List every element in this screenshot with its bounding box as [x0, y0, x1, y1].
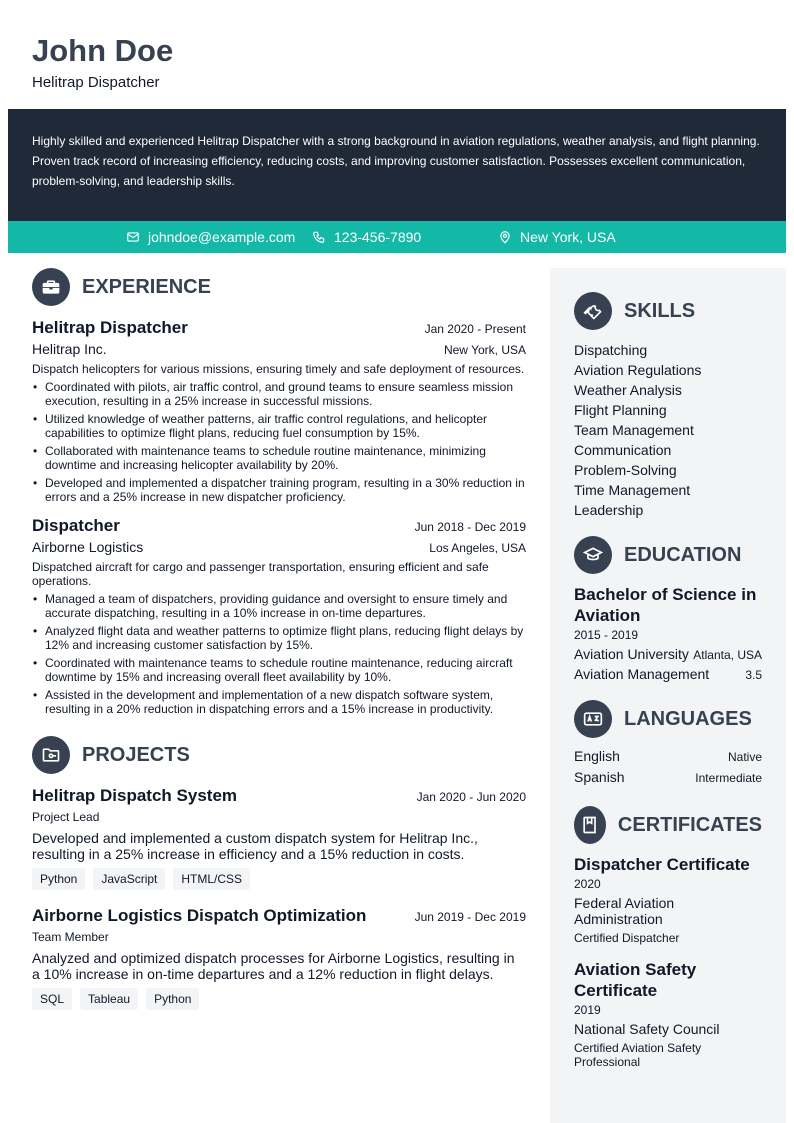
language-level: Native — [727, 750, 762, 764]
location-text: New York, USA — [520, 229, 616, 245]
job-title: Helitrap Dispatcher — [32, 318, 188, 337]
language-item — [574, 746, 762, 767]
projects-section — [32, 736, 526, 1010]
job-bullet: • Utilized knowledge of weather patterns, air traffic control regulations, and helicopter capabilities to optimize flight plans, reducing fuel consumption by 15%. — [32, 412, 526, 440]
languages-header — [574, 700, 762, 738]
certificate-entry — [574, 959, 762, 1069]
candidate-name: John Doe — [32, 33, 174, 68]
project-description: Developed and implemented a custom dispatch system for Helitrap Inc., resulting in a 25% increase in efficiency and a 15% reduction in costs. — [32, 830, 478, 862]
education-field: Aviation Management — [574, 666, 710, 682]
phone-text: 123-456-7890 — [334, 229, 422, 245]
project-title: Airborne Logistics Dispatch Optimization — [32, 906, 367, 925]
education-degree: Bachelor of Science in Aviation — [574, 585, 757, 625]
certificate-type: Certified Dispatcher — [574, 931, 680, 945]
email-text: johndoe@example.com — [148, 229, 296, 245]
projects-title: PROJECTS — [82, 743, 190, 766]
job-description: Dispatched aircraft for cargo and passenger transportation, ensuring efficient and safe operations. — [32, 560, 489, 588]
job-bullet: • Coordinated with maintenance teams to schedule routine maintenance, reducing aircraft downtime by 15% and increasing overall fleet availability by 10%. — [32, 656, 526, 684]
education-school: Aviation University — [574, 646, 689, 662]
job-bullet: • Managed a team of dispatchers, providing guidance and oversight to ensure timely and accurate dispatching, resulting in a 10% increase in on-time departures. — [32, 592, 526, 620]
job-bullets — [32, 592, 526, 716]
job-description: Dispatch helicopters for various missions, ensuring timely and safe deployment of resources. — [32, 362, 525, 376]
experience-header — [32, 268, 526, 306]
job-date: Jan 2020 - Present — [424, 322, 526, 336]
education-title: EDUCATION — [624, 543, 742, 566]
job-title: Dispatcher — [32, 516, 120, 535]
translate-icon — [574, 700, 612, 738]
education-header — [574, 536, 762, 574]
map-pin-icon — [498, 230, 512, 244]
language-level: Intermediate — [695, 771, 762, 785]
certificate-name: Dispatcher Certificate — [574, 855, 750, 874]
skill-item: Leadership — [574, 502, 644, 518]
skills-section — [574, 292, 762, 520]
project-title: Helitrap Dispatch System — [32, 786, 238, 805]
language-item — [574, 767, 762, 788]
job-company: Helitrap Inc. — [32, 341, 107, 357]
skill-item: Team Management — [574, 422, 694, 438]
job-location: New York, USA — [443, 343, 526, 357]
education-section — [574, 536, 762, 682]
tech-tag: Tableau — [80, 988, 138, 1010]
project-tags — [32, 868, 526, 890]
project-role: Team Member — [32, 930, 109, 944]
skill-item: Flight Planning — [574, 402, 667, 418]
tech-tag: Python — [32, 868, 85, 890]
certificate-name: Aviation Safety Certificate — [574, 960, 697, 1000]
education-gpa: 3.5 — [745, 668, 762, 682]
phone-icon — [312, 230, 326, 244]
education-years: 2015 - 2019 — [574, 628, 639, 642]
job-entry — [32, 516, 526, 716]
job-bullet: • Coordinated with pilots, air traffic control, and ground teams to ensure seamless mission execution, resulting in a 25% increase in successful missions. — [32, 380, 526, 408]
language-name: English — [574, 748, 620, 764]
certificate-issuer: National Safety Council — [574, 1021, 720, 1037]
tech-tag: SQL — [32, 988, 72, 1010]
project-description: Analyzed and optimized dispatch processes for Airborne Logistics, resulting in a 10% increase in on-time departures and a 12% reduction in flight delays. — [32, 950, 515, 982]
certificate-icon — [574, 806, 606, 844]
certificate-year: 2020 — [574, 877, 601, 891]
contact-bar — [8, 221, 786, 253]
tech-tag: Python — [146, 988, 199, 1010]
job-location: Los Angeles, USA — [429, 541, 526, 555]
experience-title: EXPERIENCE — [82, 275, 211, 298]
skill-item: Problem-Solving — [574, 462, 677, 478]
languages-title: LANGUAGES — [624, 707, 752, 730]
tech-tag: HTML/CSS — [173, 868, 250, 890]
project-entry — [32, 906, 526, 1010]
job-bullet: • Assisted in the development and implementation of a new dispatch software system, resulting in a 20% reduction in dispatching errors and a 15% increase in productivity. — [32, 688, 526, 716]
resume-header — [32, 32, 173, 91]
main-column — [32, 268, 526, 1010]
job-bullet: • Analyzed flight data and weather patterns to optimize flight plans, reducing flight delays by 12% and increasing customer satisfaction by 15%. — [32, 624, 526, 652]
job-bullet: • Collaborated with maintenance teams to schedule routine maintenance, minimizing downtime and increasing helicopter availability by 20%. — [32, 444, 526, 472]
skills-title: SKILLS — [624, 299, 696, 322]
skill-item: Communication — [574, 442, 672, 458]
wrench-icon — [574, 292, 612, 330]
skill-item: Dispatching — [574, 342, 648, 358]
folder-icon — [32, 736, 70, 774]
contact-location — [498, 221, 616, 253]
certificate-type: Certified Aviation Safety Professional — [574, 1041, 702, 1069]
project-role: Project Lead — [32, 810, 100, 824]
briefcase-icon — [32, 268, 70, 306]
sidebar — [550, 268, 786, 1123]
languages-list — [574, 746, 762, 788]
job-bullets — [32, 380, 526, 504]
certificate-year: 2019 — [574, 1003, 601, 1017]
project-date: Jan 2020 - Jun 2020 — [416, 790, 526, 804]
skill-item: Weather Analysis — [574, 382, 682, 398]
graduation-cap-icon — [574, 536, 612, 574]
project-date: Jun 2019 - Dec 2019 — [414, 910, 526, 924]
skill-item: Time Management — [574, 482, 691, 498]
tech-tag: JavaScript — [93, 868, 165, 890]
certificate-entry — [574, 854, 762, 945]
certificates-title: CERTIFICATES — [617, 813, 762, 836]
skills-list — [574, 340, 762, 520]
education-location: Atlanta, USA — [693, 648, 762, 662]
mail-icon — [126, 230, 140, 244]
job-company: Airborne Logistics — [32, 539, 144, 555]
certificates-header — [574, 806, 762, 844]
languages-section — [574, 700, 762, 788]
contact-phone[interactable] — [312, 221, 421, 253]
contact-email[interactable] — [126, 221, 295, 253]
skills-header — [574, 292, 762, 330]
language-name: Spanish — [574, 769, 625, 785]
candidate-title: Helitrap Dispatcher — [32, 74, 160, 91]
certificate-issuer: Federal Aviation Administration — [574, 895, 675, 927]
job-entry — [32, 318, 526, 504]
project-tags — [32, 988, 526, 1010]
job-date: Jun 2018 - Dec 2019 — [414, 520, 526, 534]
skill-item: Aviation Regulations — [574, 362, 702, 378]
job-bullet: • Developed and implemented a dispatcher training program, resulting in a 30% reduction in errors and a 25% increase in new dispatcher proficiency. — [32, 476, 526, 504]
project-entry — [32, 786, 526, 890]
certificates-section — [574, 806, 762, 1069]
projects-header — [32, 736, 526, 774]
experience-section — [32, 268, 526, 716]
summary: Highly skilled and experienced Helitrap Dispatcher with a strong background in aviation regulations, weather analysis, and flight planning. Proven track record of increasing efficiency, reducing costs, and improving customer satisfaction. Possesses excellent communication, problem-solving, and leadership skills. — [8, 109, 786, 221]
